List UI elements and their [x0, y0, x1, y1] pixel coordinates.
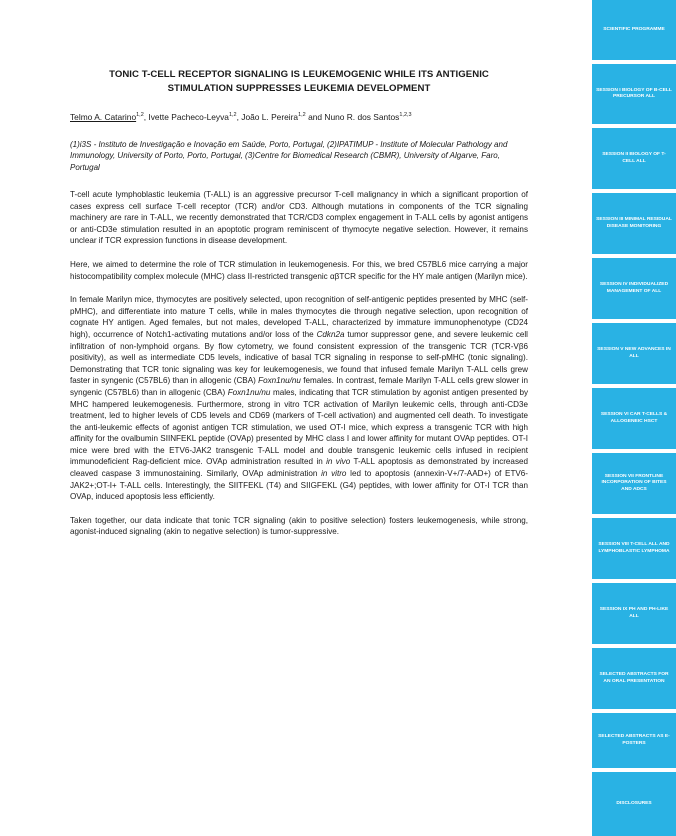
- sidebar-item-label: SESSION I BIOLOGY OF B-CELL PRECURSOR ALL: [596, 87, 672, 99]
- author-name: João L. Pereira: [241, 111, 299, 122]
- author-list: [70, 110, 528, 123]
- mouse-strain: Foxn1nu/nu: [258, 376, 301, 386]
- affiliations: (1)i3S - Instituto de Investigação e Inovação em Saúde, Porto, Portugal, (2)IPATIMUP - Institute of Molecular Pathology and Immunology, University of Porto, Porto, Portugal, (3)Centre for Biomedical Research (CBMR), University of Algarve, Faro, Portugal: [70, 139, 508, 172]
- sidebar-item-session-9[interactable]: [592, 583, 676, 644]
- sidebar-item-label: SESSION IV INDIVIDUALIZED MANAGEMENT OF ALL: [599, 282, 669, 294]
- author-affil-sup: 1,2: [228, 112, 237, 118]
- sidebar-item-label: SELECTED ABSTRACTS FOR AN ORAL PRESENTATION: [599, 672, 669, 684]
- sidebar-item-session-2[interactable]: [592, 128, 676, 189]
- sidebar-item-session-4[interactable]: [592, 258, 676, 319]
- author-name: Nuno R. dos Santos: [324, 111, 400, 122]
- author-affil-sup: 1,2: [298, 112, 306, 118]
- abstract-paragraph-2: Here, we aimed to determine the role of TCR stimulation in leukemogenesis. For this, we bred C57BL6 mice carrying a major histocompatibility complex molecule (MHC) class II-restricted transgenic αβTCR specific for the HY male antigen (Marilyn mice).: [70, 259, 528, 281]
- title-line-2: STIMULATION SUPPRESSES LEUKEMIA DEVELOPMENT: [167, 83, 431, 94]
- sidebar-item-session-8[interactable]: [592, 518, 676, 579]
- abstract-paragraph-4: Taken together, our data indicate that tonic TCR signaling (akin to positive selection) fosters leukemogenesis, while strong, agonist-induced signaling (akin to negative selection) is tumor-suppressive.: [70, 515, 528, 537]
- sidebar-item-label: SESSION II BIOLOGY OF T-CELL ALL: [602, 152, 666, 164]
- sidebar-item-label: SELECTED ABSTRACTS AS E-POSTERS: [598, 734, 670, 746]
- author-name: Ivette Pacheco-Leyva: [148, 111, 229, 122]
- mouse-strain: Foxn1nu/nu: [227, 387, 271, 397]
- sidebar-item-e-posters[interactable]: [592, 713, 676, 768]
- sidebar-item-label: SCIENTIFIC PROGRAMME: [603, 26, 665, 32]
- sidebar-item-label: SESSION IX PH AND PH-LIKE ALL: [599, 607, 669, 619]
- sidebar-item-label: SESSION VIII T-CELL ALL AND LYMPHOBLASTIC LYMPHOMA: [598, 542, 670, 554]
- italic-term: in vivo: [326, 457, 351, 467]
- gene-name: Cdkn2a: [316, 329, 345, 339]
- author-separator: ,: [236, 111, 242, 122]
- text-run: In female Marilyn mice, thymocytes are positively selected, upon recognition of self-antigenic peptides presented by MHC (self-pMHC), and differentiate into mature T cells, while in males thymocytes die through negative selection, upon recognition of cognate HY antigen. Aged females, but not males, developed T-ALL, characterized by immature immunophenotype (CD24 high), occurrence of Notch1-activating mutations and/or loss of the: [70, 295, 528, 339]
- sidebar-item-label: SESSION III MINIMAL RESIDUAL DISEASE MONITORING: [596, 217, 672, 229]
- sidebar-item-label: SESSION VII FRONTLINE INCORPORATION OF BITES AND ADCS: [601, 474, 667, 492]
- sidebar-item-label: SESSION V NEW ADVANCES IN ALL: [597, 347, 671, 359]
- presenting-author: Telmo A. Catarino: [70, 111, 137, 122]
- sidebar-item-session-5[interactable]: [592, 323, 676, 384]
- sidebar-item-label: DISCLOSURES: [616, 800, 652, 806]
- text-run: males, indicating that TCR stimulation by agonist antigen presented by MHC hampered leukemogenesis. Furthermore, strong in vitro TCR activation of Marilyn leukemic cells, through anti-CD3e treatment, led to higher levels of CD5 levels and CD69 (markers of T-cell activation) and augmented cell death. To investigate the anti-leukemic effects of agonist antigen TCR stimulation, we used OT-I mice, which express a transgenic TCR with high affinity for the ovalbumin SIINFEKL peptide (OVAp) presented by MHC class I and lower affinity for mutant OVAp peptides. OT-I mice were bred with the ETV6-JAK2 transgenic T-ALL model and double transgenic leukemic cells infused in recipient immunodeficient Rag-deficient mice. OVAp administration resulted in: [70, 387, 528, 467]
- sidebar-item-session-7[interactable]: [592, 453, 676, 514]
- sidebar-item-selected-oral[interactable]: [592, 648, 676, 709]
- sidebar-item-label: SESSION VI CAR T-CELLS & ALLOGENEIC HSCT: [600, 412, 668, 424]
- text-run: tumor suppressor gene, and severe leukemic cell infiltration of non-lymphoid organs. By flow cytometry, we found consistent expression of the transgenic TCR (TCR-Vβ6 positivity), as well as intermediate CD5 levels, indicative of basal TCR signaling in response to self-pMHC (tonic signaling). Demonstrating that TCR tonic signaling was key for leukemogenesis, we found that infused female Marilyn T-ALL cells grew faster in syngenic (C57BL6) than in allogenic (CBA): [70, 329, 528, 386]
- sidebar-item-scientific-programme[interactable]: [592, 0, 676, 60]
- abstract-paragraph-3: [70, 294, 528, 503]
- abstract-title: [70, 68, 528, 96]
- sidebar-item-session-3[interactable]: [592, 193, 676, 254]
- sidebar-item-session-1[interactable]: [592, 64, 676, 124]
- abstract-body: [70, 68, 528, 550]
- text-run: led to apoptosis (annexin-V+/7-AAD+) of ETV6-JAK2+;OT-I+ T-ALL cells. Interestingly, the SIITFEKL (T4) and SIIGFEKL (G4) peptides, with lower affinity for OT-I TCR than OVAp, induced apoptosis less efficiently.: [70, 469, 528, 502]
- text-run: females. In contrast, female Marilyn T-ALL cells grew slower in syngenic (C57BL6) than in allogenic (CBA): [70, 376, 528, 397]
- author-separator: ,: [143, 111, 149, 122]
- author-affil-sup: 1,2: [136, 112, 144, 118]
- author-conjunction: and: [305, 111, 325, 122]
- text-run: T-ALL apoptosis as demonstrated by increased cleaved caspase 3 immunostaining. Similarly, OVAp administration: [70, 457, 528, 479]
- sidebar-item-session-6[interactable]: [592, 388, 676, 449]
- sidebar-item-disclosures[interactable]: [592, 772, 676, 836]
- section-sidebar: [592, 0, 676, 836]
- title-line-1: TONIC T-CELL RECEPTOR SIGNALING IS LEUKEMOGENIC WHILE ITS ANTIGENIC: [109, 69, 489, 80]
- abstract-paragraph-1: T-cell acute lymphoblastic leukemia (T-ALL) is an aggressive precursor T-cell malignancy in which a significant proportion of cases express cell surface T-cell receptor (TCR) and/or CD3. Although mutations in components of the TCR signaling machinery are rare in T-ALL, we recently demonstrated that TCR/CD3 complex engagement in T-ALL cells by agonist antigens or anti-CD3e stimulation resulted in an apoptotic program reminiscent of thymocyte negative selection. However, it remains unclear if TCR expression functions in disease development.: [70, 190, 528, 246]
- italic-term: in vitro: [321, 469, 347, 479]
- author-affil-sup: 1,2,3: [399, 112, 412, 118]
